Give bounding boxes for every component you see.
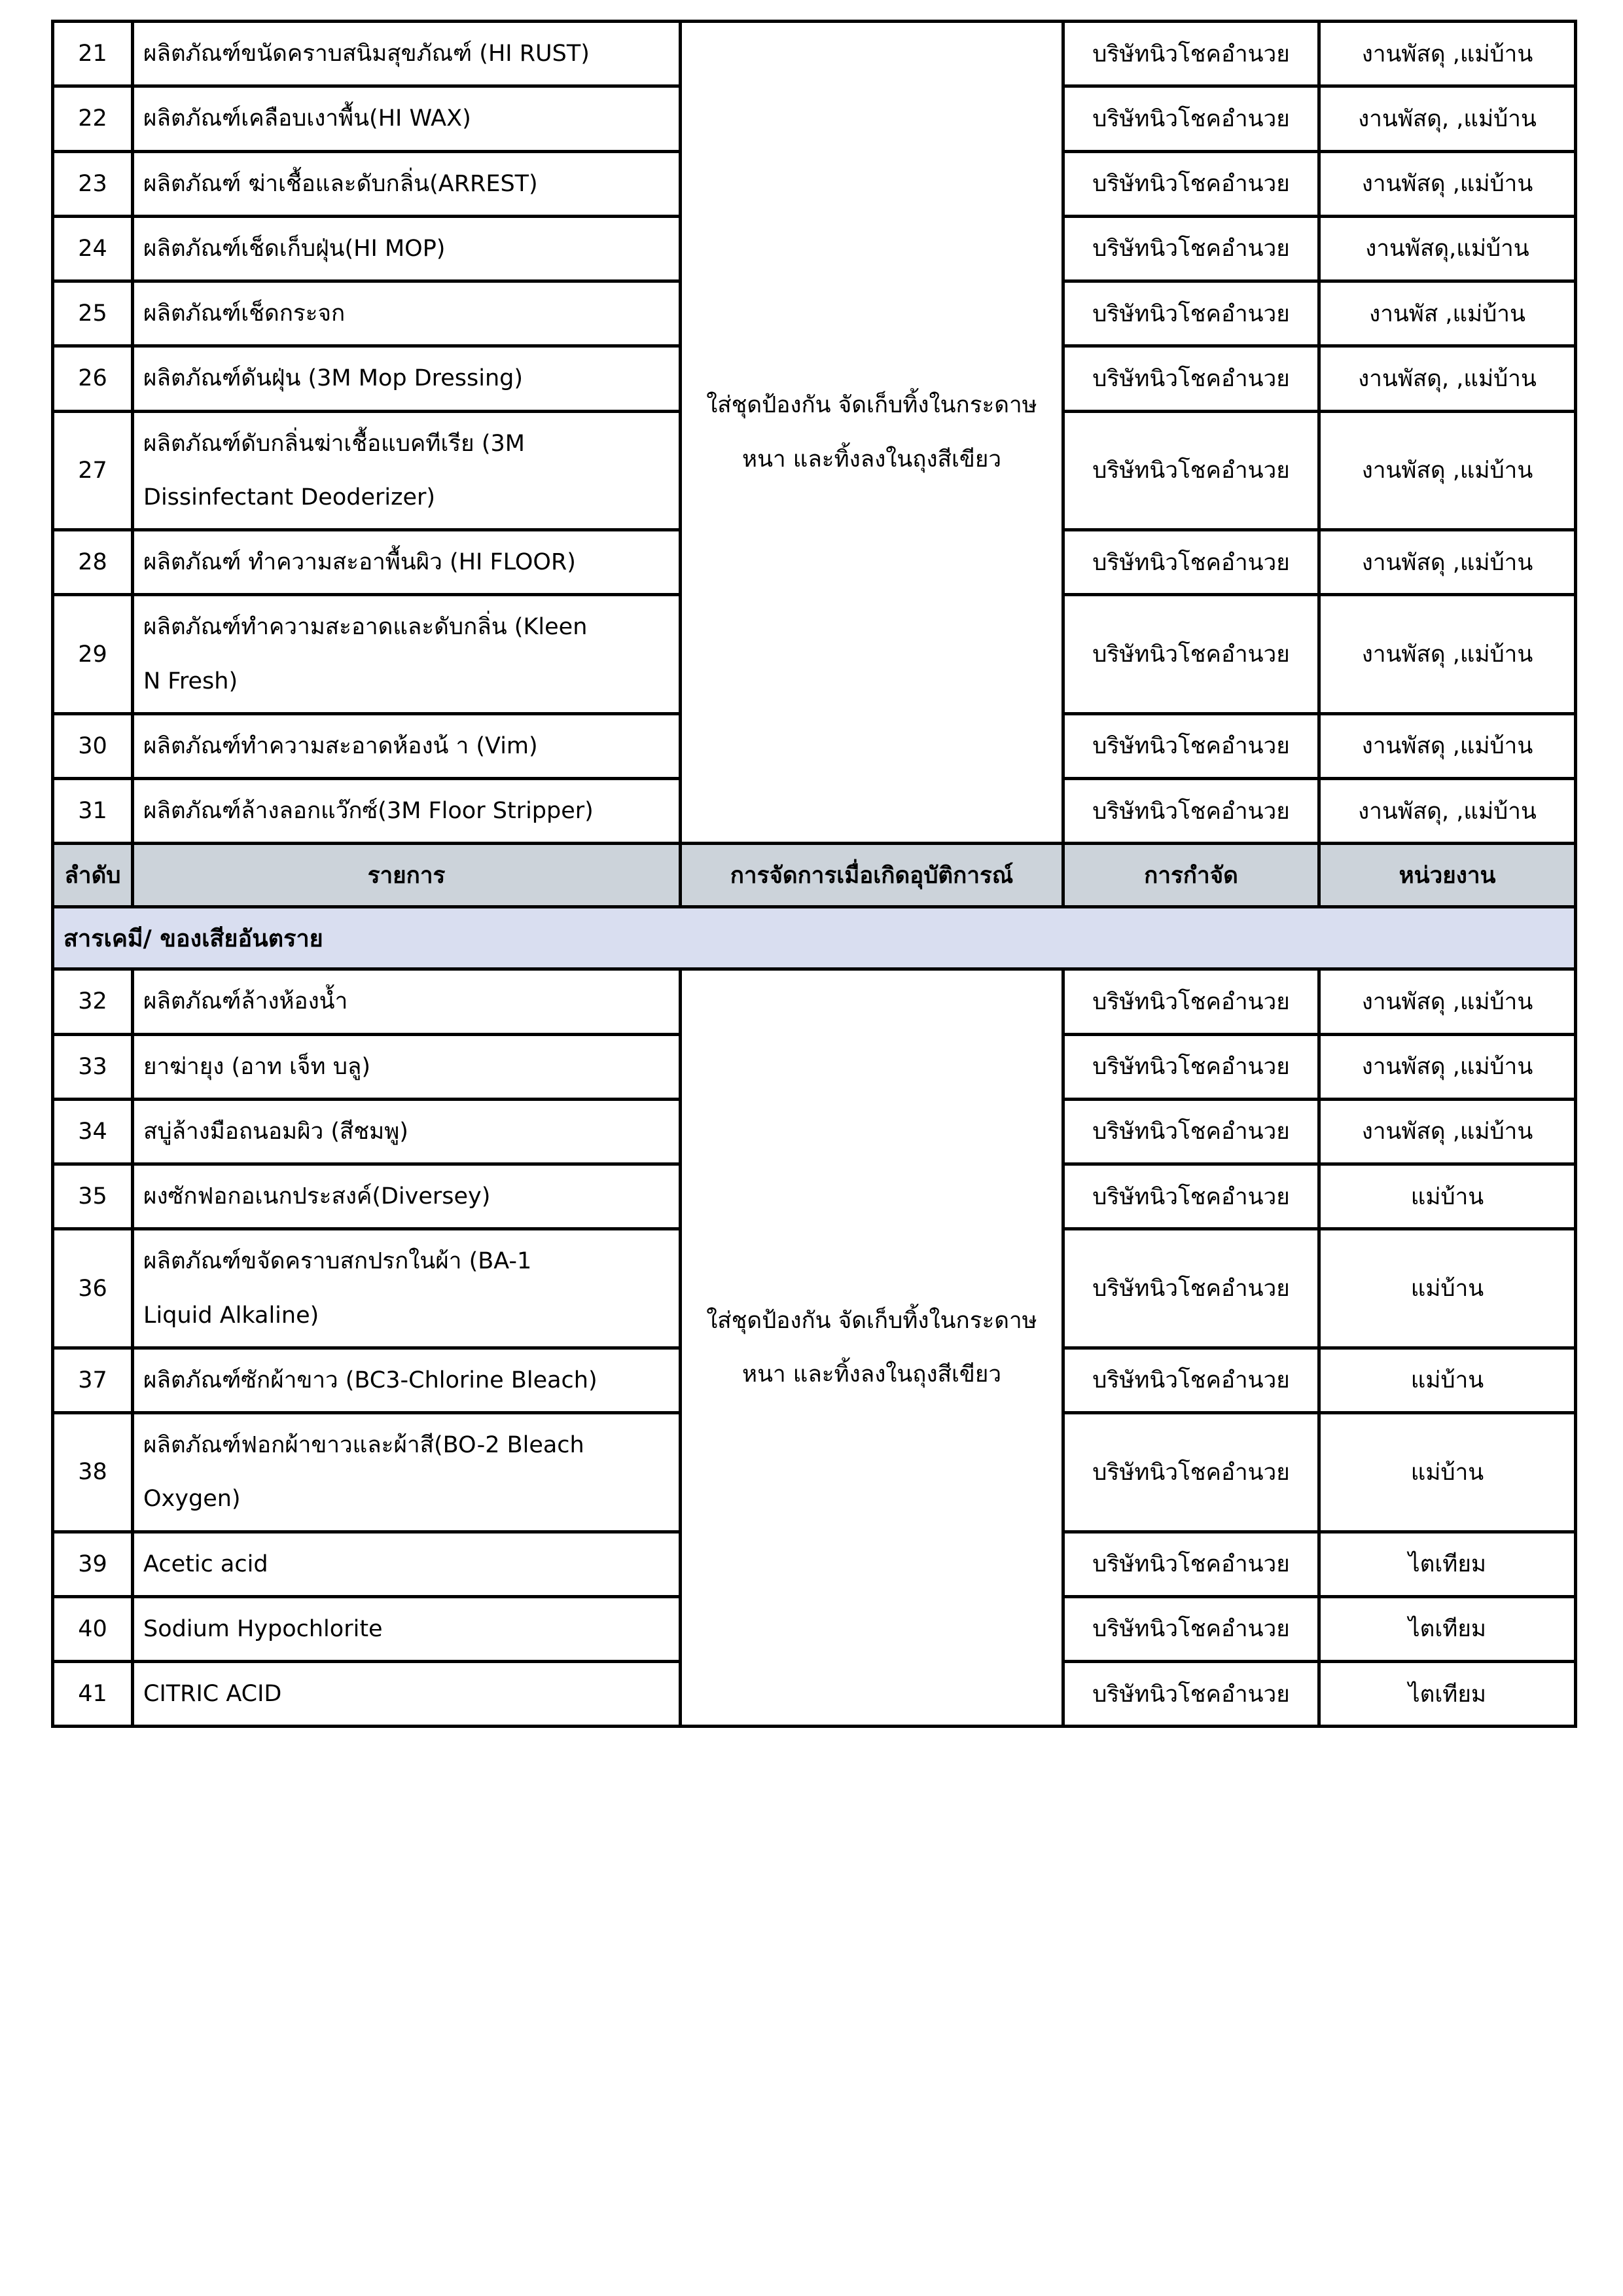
incident-handling-cell: [681, 969, 1063, 1727]
disposal-company: บริษัทนิวโชคอำนวย: [1063, 216, 1319, 281]
department-unit: งานพัสดุ ,แม่บ้าน: [1319, 1034, 1576, 1099]
disposal-company: บริษัทนิวโชคอำนวย: [1063, 281, 1319, 346]
department-unit: แม่บ้าน: [1319, 1348, 1576, 1412]
row-number: 25: [53, 281, 133, 346]
incident-handling-cell: [681, 22, 1063, 844]
row-number: 30: [53, 713, 133, 778]
incident-handling-text: ใส่ชุดป้องกัน จัดเก็บทิ้งในกระดาษ หนา และทิ้งลงในถุงสีเขียว: [706, 1308, 1037, 1388]
department-unit: งานพัสดุ ,แม่บ้าน: [1319, 969, 1576, 1034]
item-name: ผลิตภัณฑ์ทำความสะอาดและดับกลิ่น (Kleen N Fresh): [133, 595, 681, 714]
incident-handling-text: ใส่ชุดป้องกัน จัดเก็บทิ้งในกระดาษ หนา และทิ้งลงในถุงสีเขียว: [706, 392, 1037, 473]
waste-table: [51, 20, 1577, 1728]
item-name: ผลิตภัณฑ์ ทำความสะอาพื้นผิว (HI FLOOR): [133, 530, 681, 595]
department-unit: ไตเทียม: [1319, 1596, 1576, 1661]
item-name: ผลิตภัณฑ์ดันฝุ่น (3M Mop Dressing): [133, 346, 681, 411]
item-name: ผลิตภัณฑ์ล้างห้องน้ำ: [133, 969, 681, 1034]
item-name: ยาฆ่ายุง (อาท เจ็ท บลู): [133, 1034, 681, 1099]
waste-table-body: [53, 22, 1576, 1727]
department-unit: งานพัสดุ ,แม่บ้าน: [1319, 151, 1576, 216]
department-unit: งานพัสดุ, ,แม่บ้าน: [1319, 346, 1576, 411]
item-name: ผลิตภัณฑ์ทำความสะอาดห้องน้ า (Vim): [133, 713, 681, 778]
disposal-company: บริษัทนิวโชคอำนวย: [1063, 86, 1319, 151]
item-name: ผลิตภัณฑ์ล้างลอกแว๊กซ์(3M Floor Stripper): [133, 779, 681, 844]
item-name: Acetic acid: [133, 1532, 681, 1596]
row-number: 35: [53, 1164, 133, 1229]
row-number: 32: [53, 969, 133, 1034]
row-number: 29: [53, 595, 133, 714]
item-name: Sodium Hypochlorite: [133, 1596, 681, 1661]
disposal-company: บริษัทนิวโชคอำนวย: [1063, 1413, 1319, 1532]
table-row: [53, 969, 1576, 1034]
row-number: 34: [53, 1099, 133, 1164]
column-header: การจัดการเมื่อเกิดอุบัติการณ์: [681, 844, 1063, 907]
row-number: 41: [53, 1662, 133, 1727]
row-number: 39: [53, 1532, 133, 1596]
disposal-company: บริษัทนิวโชคอำนวย: [1063, 1229, 1319, 1348]
department-unit: งานพัสดุ, ,แม่บ้าน: [1319, 779, 1576, 844]
section-title-row: [53, 907, 1576, 969]
department-unit: งานพัส ,แม่บ้าน: [1319, 281, 1576, 346]
disposal-company: บริษัทนิวโชคอำนวย: [1063, 1348, 1319, 1412]
row-number: 23: [53, 151, 133, 216]
disposal-company: บริษัทนิวโชคอำนวย: [1063, 1034, 1319, 1099]
item-name: สบู่ล้างมือถนอมผิว (สีชมพู): [133, 1099, 681, 1164]
row-number: 28: [53, 530, 133, 595]
item-name: ผลิตภัณฑ์ ฆ่าเชื้อและดับกลิ่น(ARREST): [133, 151, 681, 216]
disposal-company: บริษัทนิวโชคอำนวย: [1063, 779, 1319, 844]
department-unit: แม่บ้าน: [1319, 1164, 1576, 1229]
disposal-company: บริษัทนิวโชคอำนวย: [1063, 1532, 1319, 1596]
department-unit: งานพัสดุ ,แม่บ้าน: [1319, 411, 1576, 530]
disposal-company: บริษัทนิวโชคอำนวย: [1063, 1099, 1319, 1164]
department-unit: งานพัสดุ ,แม่บ้าน: [1319, 1099, 1576, 1164]
row-number: 24: [53, 216, 133, 281]
disposal-company: บริษัทนิวโชคอำนวย: [1063, 411, 1319, 530]
row-number: 22: [53, 86, 133, 151]
disposal-company: บริษัทนิวโชคอำนวย: [1063, 530, 1319, 595]
disposal-company: บริษัทนิวโชคอำนวย: [1063, 969, 1319, 1034]
department-unit: แม่บ้าน: [1319, 1413, 1576, 1532]
table-row: [53, 22, 1576, 86]
disposal-company: บริษัทนิวโชคอำนวย: [1063, 346, 1319, 411]
disposal-company: บริษัทนิวโชคอำนวย: [1063, 595, 1319, 714]
department-unit: งานพัสดุ ,แม่บ้าน: [1319, 595, 1576, 714]
item-name: ผงซักฟอกอเนกประสงค์(Diversey): [133, 1164, 681, 1229]
item-name: ผลิตภัณฑ์เช็ดเก็บฝุ่น(HI MOP): [133, 216, 681, 281]
item-name: ผลิตภัณฑ์ขนัดคราบสนิมสุขภัณฑ์ (HI RUST): [133, 22, 681, 86]
row-number: 36: [53, 1229, 133, 1348]
column-header: หน่วยงาน: [1319, 844, 1576, 907]
column-header: รายการ: [133, 844, 681, 907]
row-number: 26: [53, 346, 133, 411]
item-name: ผลิตภัณฑ์เคลือบเงาพื้น(HI WAX): [133, 86, 681, 151]
disposal-company: บริษัทนิวโชคอำนวย: [1063, 713, 1319, 778]
department-unit: งานพัสดุ, ,แม่บ้าน: [1319, 86, 1576, 151]
department-unit: งานพัสดุ ,แม่บ้าน: [1319, 530, 1576, 595]
row-number: 27: [53, 411, 133, 530]
row-number: 40: [53, 1596, 133, 1661]
disposal-company: บริษัทนิวโชคอำนวย: [1063, 151, 1319, 216]
column-header: การกำจัด: [1063, 844, 1319, 907]
department-unit: ไตเทียม: [1319, 1662, 1576, 1727]
disposal-company: บริษัทนิวโชคอำนวย: [1063, 22, 1319, 86]
department-unit: แม่บ้าน: [1319, 1229, 1576, 1348]
row-number: 37: [53, 1348, 133, 1412]
department-unit: งานพัสดุ,แม่บ้าน: [1319, 216, 1576, 281]
column-header: ลำดับ: [53, 844, 133, 907]
disposal-company: บริษัทนิวโชคอำนวย: [1063, 1596, 1319, 1661]
row-number: 21: [53, 22, 133, 86]
department-unit: งานพัสดุ ,แม่บ้าน: [1319, 713, 1576, 778]
item-name: ผลิตภัณฑ์ดับกลิ่นฆ่าเชื้อแบคทีเรีย (3M Dissinfectant Deoderizer): [133, 411, 681, 530]
row-number: 33: [53, 1034, 133, 1099]
row-number: 38: [53, 1413, 133, 1532]
item-name: CITRIC ACID: [133, 1662, 681, 1727]
department-unit: ไตเทียม: [1319, 1532, 1576, 1596]
disposal-company: บริษัทนิวโชคอำนวย: [1063, 1662, 1319, 1727]
item-name: ผลิตภัณฑ์เช็ดกระจก: [133, 281, 681, 346]
item-name: ผลิตภัณฑ์ฟอกผ้าขาวและผ้าสี(BO-2 Bleach Oxygen): [133, 1413, 681, 1532]
department-unit: งานพัสดุ ,แม่บ้าน: [1319, 22, 1576, 86]
item-name: ผลิตภัณฑ์ซักผ้าขาว (BC3-Chlorine Bleach): [133, 1348, 681, 1412]
table-header-row: [53, 844, 1576, 907]
item-name: ผลิตภัณฑ์ขจัดคราบสกปรกในผ้า (BA-1 Liquid Alkaline): [133, 1229, 681, 1348]
section-title: สารเคมี/ ของเสียอันตราย: [53, 907, 1576, 969]
disposal-company: บริษัทนิวโชคอำนวย: [1063, 1164, 1319, 1229]
row-number: 31: [53, 779, 133, 844]
